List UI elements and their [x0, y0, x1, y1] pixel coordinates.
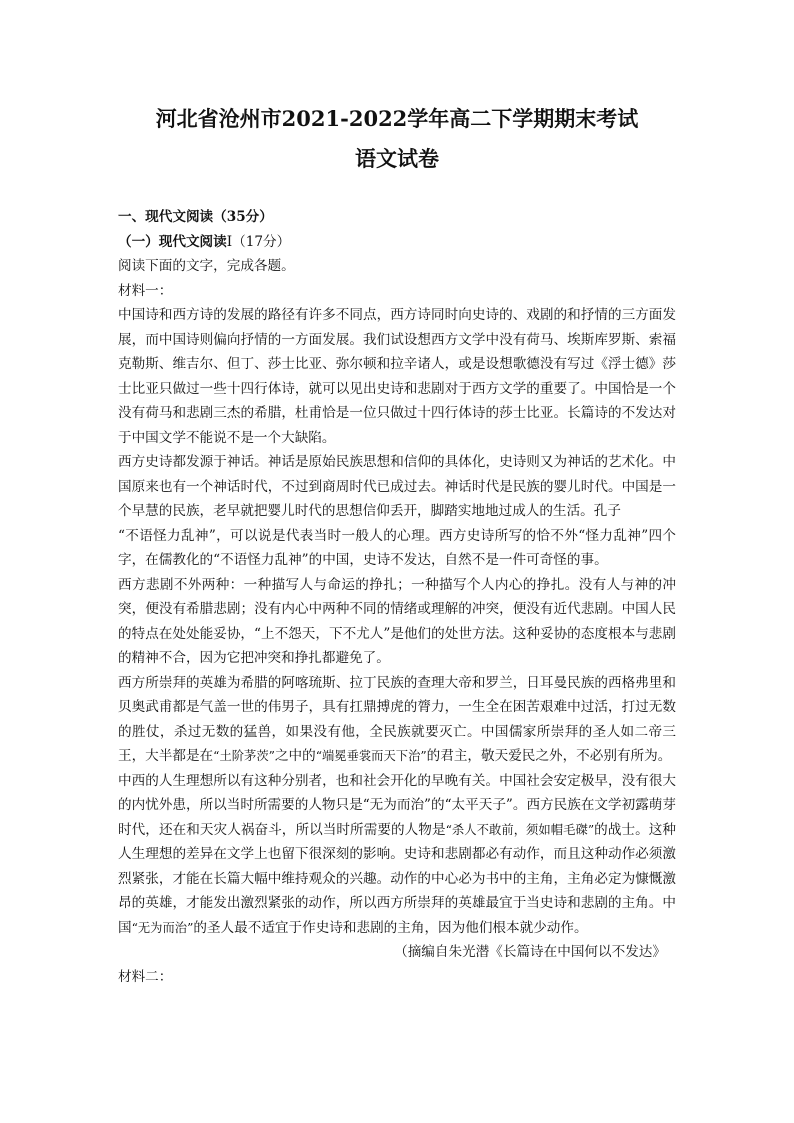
paragraph-5-quote-2: “无为而治” — [131, 920, 194, 935]
paragraph-4-part-b: 之中的 — [274, 748, 316, 764]
section-heading: 一、现代文阅读（35分） — [118, 209, 273, 225]
reading-section — [118, 205, 676, 989]
paragraph-4-part-a: 西方所崇拜的英雄为希腊的阿喀琉斯、拉丁民族的查理大帝和罗兰，日耳曼民族的西格弗里和贝奥武甫都是气盖一世的伟男子，具有扛鼎搏虎的膂力，一生全在困苦艰难中过活，打过无数的胜仗，杀过无数的猛兽，如果没有他，全民族就要灭亡。中国儒家所崇拜的圣人如二帝三王，大半都是在 — [118, 674, 676, 764]
exam-subtitle: 语文试卷 — [355, 146, 439, 171]
exam-title: 河北省沧州市2021-2022学年高二下学期期末考试 — [155, 106, 639, 131]
paragraph-4-quote-1: “土阶茅茨” — [213, 749, 275, 763]
paragraph-5-part-a: 中西的人生理想所以有这种分别者，也和社会开化的早晚有关。中国社会安定极早，没有很大的内忧外患，所以当时所需要的人物只是“无为而治”的“太平天子”。西方民族在文学初露萌芽时代，还在和天灾人祸奋斗，所以当时所需要的人物是 — [118, 772, 676, 838]
paragraph-2-part-a: 西方史诗都发源于神话。神话是原始民族思想和信仰的具体化，史诗则又为神话的艺术化。中国原来也有一个神话时代，不过到商周时代已成过去。神话时代是民族的婴儿时代。中国是一个早慧的民族，老早就把婴儿时代的思想信仰丢开，脚踏实地地过成人的生活。孔子 — [118, 454, 676, 519]
sub-heading-rest: I（17分） — [226, 233, 291, 250]
paragraph-2-part-b: “不语怪力乱神”，可以说是代表当时一般人的心理。西方史诗所写的恰不外“怪力乱神”四个字，在儒教化的“不语怪力乱神”的中国，史诗不发达，自然不是一件可奇怪的事。 — [118, 527, 676, 568]
paragraph-5-part-b: 的战士。这种人生理想的差异在文学上也留下很深刻的影响。史诗和悲剧都必有动作，而且这种动作必须激烈紧张，才能在长篇大幅中维持观众的兴趣。动作的中心必为书中的主角，主角必定为慷慨激昂的英雄，才能发出激烈紧张的动作，所以西方所崇拜的英雄最宜于当史诗和悲剧的主角。中国 — [118, 821, 677, 936]
source-citation: （摘编自朱光潜《长篇诗在中国何以不发达》 — [394, 944, 666, 960]
paragraph-4 — [118, 671, 676, 769]
sub-heading-bold: （一）现代文阅读 — [118, 233, 227, 250]
paragraph-2 — [118, 450, 676, 573]
material2-label: 材料二： — [118, 968, 173, 985]
material1-label: 材料一： — [118, 282, 173, 299]
paragraph-5-part-c: 的圣人最不适宜于作史诗和悲剧的主角，因为他们根本就少动作。 — [193, 919, 588, 936]
instruction: 阅读下面的文字，完成各题。 — [118, 258, 295, 274]
paragraph-1: 中国诗和西方诗的发展的路径有许多不同点，西方诗同时向史诗的、戏剧的和抒情的三方面发展，而中国诗则偏向抒情的一方面发展。我们试设想西方文学中没有荷马、埃斯库罗斯、索福克勒斯、维吉尔、但丁、莎士比亚、弥尔顿和拉辛诸人，或是设想歌德没有写过《浮士德》莎士比亚只做过一些十四行体诗，就可以见出史诗和悲剧对于西方文学的重要了。中国恰是一个没有荷马和悲剧三杰的希腊，杜甫恰是一位只做过十四行体诗的莎士比亚。长篇诗的不发达对于中国文学不能说不是一个大缺陷。 — [118, 307, 676, 446]
paragraph-4-part-c: 的君主，敬天爱民之外，不必别有所为。 — [426, 748, 672, 764]
paragraph-5-quote-1: “杀人不敢前，须如帽毛磔” — [445, 822, 595, 837]
sub-heading — [118, 230, 676, 255]
paragraph-4-quote-2: “端冕垂裳而天下治” — [315, 749, 427, 763]
paragraph-3: 西方悲剧不外两种：一种描写人与命运的挣扎；一种描写个人内心的挣扎。没有人与神的冲突，便没有希腊悲剧；没有内心中两种不同的情绪或理解的冲突，便没有近代悲剧。中国人民的特点在处处能妥协，“上不怨天，下不尤人”是他们的处世方法。这种妥协的态度根本与悲剧的精神不合，因为它把冲突和挣扎都避免了。 — [118, 576, 676, 666]
paragraph-5 — [118, 769, 676, 941]
